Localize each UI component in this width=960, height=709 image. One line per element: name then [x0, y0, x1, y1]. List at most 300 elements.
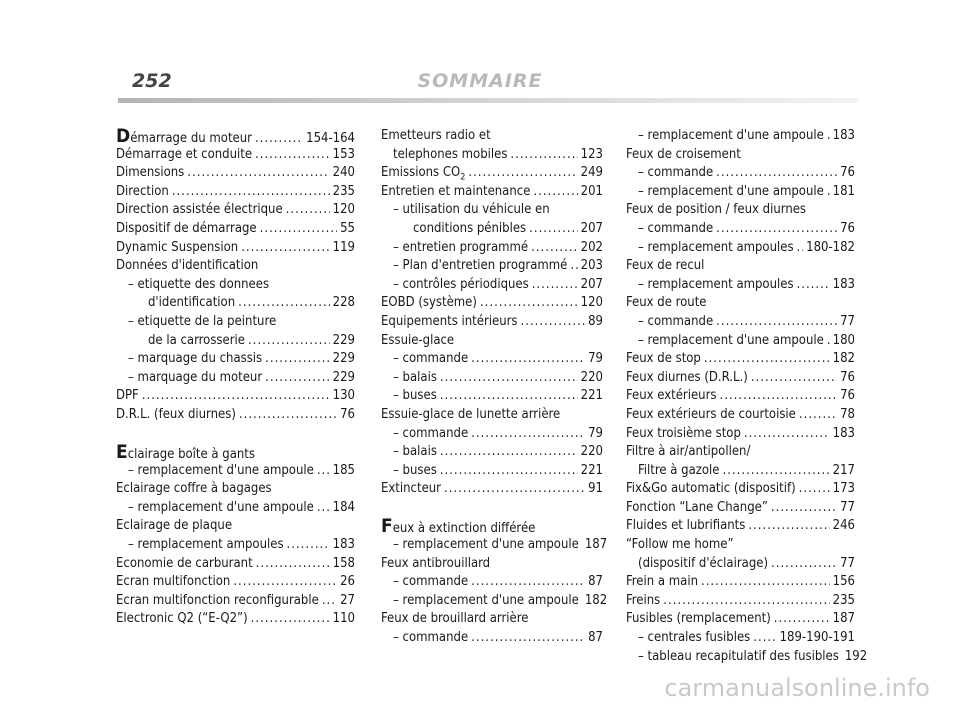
index-entry: [116, 350, 355, 369]
index-entry: [626, 648, 868, 667]
section-letter: F: [381, 515, 393, 538]
entry-text: – remplacement d'une ampoule: [638, 332, 824, 348]
entry-page: 173: [832, 481, 855, 497]
entry-label: [116, 257, 258, 276]
entry-label: [626, 499, 768, 518]
entry-label: [638, 276, 794, 295]
entry-text: “Follow me home”: [626, 537, 734, 553]
entry-page: 229: [332, 369, 355, 385]
entry-page: 79: [588, 351, 603, 367]
entry-label: [638, 332, 824, 351]
entry-page: 27: [340, 592, 355, 608]
index-entry: [116, 517, 355, 536]
entry-label: [638, 555, 768, 574]
entry-label: [638, 462, 720, 481]
index-entry: [116, 443, 355, 462]
index-entry: [381, 146, 603, 165]
entry-page: 76: [840, 165, 855, 181]
index-entry: [381, 369, 603, 388]
entry-label: [393, 146, 507, 165]
entry-page: 183: [332, 537, 355, 553]
index-entry: [626, 499, 855, 518]
entry-page: 77: [840, 555, 855, 571]
entry-text: Feux de brouillard arrière: [381, 611, 529, 627]
entry-label: [116, 517, 232, 536]
index-entry: [116, 406, 355, 425]
entry-page: 184: [332, 499, 355, 515]
index-entry: [626, 350, 855, 369]
entry-page: 119: [332, 239, 355, 255]
entry-text: émarrage du moteur: [130, 131, 252, 146]
entry-label: [116, 146, 252, 165]
entry-page: 76: [840, 388, 855, 404]
entry-text: eux à extinction différée: [392, 521, 536, 537]
entry-text: Emetteurs radio et: [381, 128, 491, 143]
entry-page: 189-190-191: [779, 630, 855, 646]
index-entry: [116, 313, 355, 332]
entry-page: 221: [580, 462, 603, 478]
entry-label: [638, 239, 794, 258]
entry-label: [116, 555, 253, 574]
entry-label: [393, 629, 468, 648]
entry-page: 76: [840, 369, 855, 385]
entry-text: – etiquette des donnees: [128, 276, 270, 292]
entry-page: 182: [832, 351, 855, 367]
dot-leader: [748, 517, 829, 536]
index-entry: [116, 332, 355, 351]
index-entry: [381, 592, 608, 611]
entry-page: 229: [332, 332, 355, 348]
index-entry: [381, 332, 603, 351]
entry-text: Ecran multifonction: [116, 574, 231, 590]
entry-label: [381, 332, 454, 351]
dot-leader: [529, 220, 578, 239]
entry-text: Feux extérieurs: [626, 388, 717, 404]
index-column-1: [116, 127, 355, 629]
entry-page: 221: [580, 388, 603, 404]
entry-text: – buses: [393, 462, 437, 478]
entry-label: [638, 648, 839, 667]
index-entry: [626, 183, 855, 202]
entry-page: 120: [332, 202, 355, 218]
entry-page: 220: [580, 369, 603, 385]
index-entry: [116, 387, 355, 406]
entry-label: [638, 164, 713, 183]
dot-leader: [440, 387, 578, 406]
index-entry: [116, 555, 355, 574]
index-entry: [381, 294, 603, 313]
entry-text: Direction assistée électrique: [116, 202, 283, 218]
entry-text: Feux de position / feux diurnes: [626, 202, 807, 218]
entry-label: [381, 480, 441, 499]
entry-page: 182: [584, 592, 608, 608]
index-entry: [626, 555, 855, 574]
entry-text: – contrôles périodiques: [393, 276, 529, 292]
entry-label: [116, 610, 248, 629]
dot-leader: [142, 387, 330, 406]
entry-label: [381, 610, 528, 629]
index-entry: [116, 201, 355, 220]
entry-text: Economie de carburant: [116, 555, 253, 571]
entry-label: [626, 592, 660, 611]
entry-page: 207: [580, 276, 603, 292]
entry-label: [148, 294, 235, 313]
entry-page: 91: [588, 481, 603, 497]
entry-text: – balais: [393, 444, 437, 460]
entry-text: Dimensions: [116, 165, 185, 181]
entry-text: – remplacement ampoules: [128, 537, 284, 553]
dot-leader: [322, 592, 337, 611]
index-entry: [626, 257, 855, 276]
entry-text: Frein a main: [626, 574, 698, 590]
index-entry: [381, 536, 608, 555]
entry-page: 202: [580, 239, 603, 255]
entry-text: Fusibles (remplacement): [626, 611, 771, 627]
dot-leader: [265, 350, 330, 369]
entry-page: 77: [840, 313, 855, 329]
entry-page: 249: [580, 165, 603, 181]
entry-label: [381, 183, 530, 202]
entry-label: [626, 425, 741, 444]
entry-label: [393, 536, 579, 555]
dot-leader: [251, 610, 330, 629]
dot-leader: [256, 555, 330, 574]
index-entry: [626, 480, 855, 499]
page-number: 252: [132, 70, 172, 92]
entry-text: Entretien et maintenance: [381, 183, 531, 199]
entry-page: 203: [580, 258, 603, 274]
entry-label: [393, 239, 528, 258]
entry-text: Emissions CO: [381, 165, 461, 181]
index-entry: [381, 480, 603, 499]
entry-text: Extincteur: [381, 481, 441, 497]
entry-page: 235: [332, 183, 355, 199]
entry-label: [638, 313, 713, 332]
entry-label: [626, 443, 750, 462]
entry-text: Freins: [626, 592, 661, 608]
dot-leader: [771, 555, 837, 574]
entry-page: 87: [588, 630, 603, 646]
dot-leader: [241, 239, 329, 258]
dot-leader: [440, 462, 578, 481]
entry-page: 89: [588, 313, 603, 329]
entry-text: Feux antibrouillard: [381, 555, 491, 571]
entry-text: Feux de stop: [626, 351, 701, 367]
entry-label: [626, 146, 741, 165]
entry-text: Essuie-glace: [381, 332, 455, 348]
entry-page: 156: [832, 574, 855, 590]
entry-label: [393, 350, 468, 369]
entry-page: 87: [588, 574, 603, 590]
dot-leader: [471, 573, 585, 592]
dot-leader: [570, 257, 577, 276]
dot-leader: [260, 220, 337, 239]
entry-label: [128, 313, 276, 332]
section-gap: [116, 425, 355, 444]
entry-text: – buses: [393, 388, 437, 404]
entry-text: Ecran multifonction reconfigurable: [116, 592, 319, 608]
dot-leader: [827, 183, 830, 202]
entry-label: [381, 127, 491, 146]
dot-leader: [799, 480, 830, 499]
entry-label: [128, 350, 262, 369]
entry-text: – marquage du chassis: [128, 351, 263, 367]
dot-leader: [533, 183, 577, 202]
index-entry: [116, 573, 355, 592]
entry-page: 110: [332, 611, 355, 627]
index-entry: [381, 610, 603, 629]
dot-leader: [663, 592, 829, 611]
entry-label: [638, 220, 713, 239]
entry-text: Données d'identification: [116, 258, 259, 274]
index-entry: [381, 220, 603, 239]
dot-leader: [444, 480, 585, 499]
entry-label: [128, 369, 262, 388]
dot-leader: [704, 350, 830, 369]
entry-label: [393, 443, 437, 462]
dot-leader: [286, 201, 330, 220]
entry-label: [638, 127, 824, 146]
dot-leader: [744, 425, 830, 444]
entry-label: [116, 387, 139, 406]
dot-leader: [480, 294, 578, 313]
dot-leader: [716, 220, 837, 239]
entry-text: – commande: [638, 313, 714, 329]
entry-text: – Plan d'entretien programmé: [393, 258, 568, 274]
entry-text: – remplacement d'une ampoule: [128, 462, 314, 478]
index-entry: [381, 201, 603, 220]
entry-label: [626, 201, 806, 220]
index-entry: [381, 425, 603, 444]
entry-page: 240: [332, 165, 355, 181]
entry-text: DPF: [116, 388, 139, 404]
entry-label: [116, 406, 236, 425]
entry-label: [626, 350, 701, 369]
entry-text: Filtre à air/antipollen/: [626, 444, 751, 460]
entry-page: 130: [332, 388, 355, 404]
dot-leader: [751, 369, 837, 388]
entry-text: Equipements intérieurs: [381, 313, 518, 329]
entry-page: 77: [840, 499, 855, 515]
entry-label: [393, 425, 468, 444]
entry-text: Feux de recul: [626, 258, 705, 274]
entry-label: [626, 610, 771, 629]
index-entry: [626, 276, 855, 295]
index-entry: [381, 350, 603, 369]
entry-label: [626, 406, 796, 425]
entry-text: clairage boîte à gants: [127, 447, 255, 463]
dot-leader: [827, 332, 830, 351]
entry-page: 228: [332, 295, 355, 311]
index-entry: [116, 257, 355, 276]
entry-label: [148, 332, 245, 351]
index-entry: [626, 127, 855, 146]
index-entry: [626, 573, 855, 592]
entry-label: [626, 369, 748, 388]
dot-leader: [521, 313, 586, 332]
entry-text: – utilisation du véhicule en: [393, 202, 550, 218]
entry-text: – centrales fusibles: [638, 630, 751, 646]
entry-text: – commande: [638, 220, 714, 236]
entry-label: [626, 257, 704, 276]
index-entry: [116, 164, 355, 183]
entry-text: – marquage du moteur: [128, 369, 263, 385]
index-entry: [116, 183, 355, 202]
dot-leader: [471, 425, 585, 444]
index-entry: [381, 555, 603, 574]
entry-label: [393, 387, 437, 406]
entry-text: Dynamic Suspension: [116, 239, 239, 255]
entry-text: Dispositif de démarrage: [116, 220, 257, 236]
index-entry: [626, 387, 855, 406]
index-entry: [626, 220, 855, 239]
entry-text: Electronic Q2 (“E-Q2”): [116, 611, 248, 627]
entry-label: [393, 257, 567, 276]
dot-leader: [248, 332, 330, 351]
dot-leader: [287, 536, 330, 555]
dot-leader: [797, 276, 830, 295]
entry-text: – commande: [638, 165, 714, 181]
entry-text: – balais: [393, 369, 437, 385]
entry-page: 220: [580, 444, 603, 460]
entry-text: Feux extérieurs de courtoisie: [626, 406, 796, 422]
index-entry: [626, 406, 855, 425]
entry-page: 185: [332, 462, 355, 478]
entry-label: [393, 573, 468, 592]
entry-text: d'identification: [148, 295, 236, 311]
entry-page: 153: [332, 146, 355, 162]
dot-leader: [238, 294, 330, 313]
entry-text: – remplacement d'une ampoule: [638, 128, 824, 143]
entry-label: [128, 276, 269, 295]
entry-text: de la carrosserie: [148, 332, 245, 348]
entry-text: – etiquette de la peinture: [128, 313, 277, 329]
dot-leader: [440, 443, 578, 462]
entry-label: [128, 499, 314, 518]
dot-leader: [239, 406, 337, 425]
entry-text: Feux troisième stop: [626, 425, 741, 441]
entry-text: Eclairage de plaque: [116, 518, 233, 534]
dot-leader: [827, 127, 830, 146]
index-entry: [626, 164, 855, 183]
entry-page: 187: [832, 611, 855, 627]
dot-leader: [510, 146, 577, 165]
index-entry: [626, 592, 855, 611]
index-entry: [116, 146, 355, 165]
index-entry: [626, 610, 855, 629]
entry-label: [128, 462, 314, 481]
dot-leader: [233, 573, 337, 592]
entry-text: – tableau recapitulatif des fusibles: [638, 648, 839, 664]
entry-text: telephones mobiles: [393, 146, 508, 162]
section-letter: D: [116, 125, 131, 147]
entry-text: D.R.L. (feux diurnes): [116, 406, 236, 422]
entry-page: 229: [332, 351, 355, 367]
entry-text: Feux de croisement: [626, 146, 741, 162]
entry-page: 183: [832, 425, 855, 441]
entry-page: 123: [580, 146, 603, 162]
dot-leader: [471, 629, 585, 648]
index-entry: [626, 201, 855, 220]
entry-text: Filtre à gazole: [638, 462, 720, 478]
entry-text: Fonction “Lane Change”: [626, 499, 768, 515]
entry-label: [626, 517, 745, 536]
index-entry: [116, 239, 355, 258]
index-entry: [116, 276, 355, 295]
entry-page: 181: [832, 183, 855, 199]
index-entry: [381, 462, 603, 481]
entry-page: 154-164: [306, 131, 355, 146]
dot-leader: [531, 239, 578, 258]
watermark: carmanualsonline.info: [664, 674, 930, 702]
index-entry: [381, 239, 603, 258]
entry-page: 180-182: [806, 239, 855, 255]
index-entry: [116, 480, 355, 499]
dot-leader: [720, 387, 838, 406]
index-entry: [116, 592, 355, 611]
entry-page: 183: [832, 276, 855, 292]
entry-label: [128, 536, 284, 555]
entry-text: – commande: [393, 351, 469, 367]
entry-text: – entretien programmé: [393, 239, 529, 255]
dot-leader: [723, 462, 830, 481]
index-entry: [381, 183, 603, 202]
index-column-3: [626, 127, 868, 666]
entry-label: [626, 387, 717, 406]
index-entry: [116, 536, 355, 555]
entry-text: – remplacement d'une ampoule: [638, 183, 824, 199]
entry-label: [116, 480, 272, 499]
entry-text: (dispositif d'éclairage): [638, 555, 769, 571]
dot-leader: [255, 146, 330, 165]
entry-page: 76: [840, 220, 855, 236]
index-entry: [626, 239, 855, 258]
entry-page: 187: [584, 537, 608, 553]
entry-label: [116, 164, 184, 183]
index-entry: [626, 517, 855, 536]
index-entry: [381, 443, 603, 462]
index-entry: [381, 313, 603, 332]
index-entry: [116, 220, 355, 239]
entry-text: Direction: [116, 183, 169, 199]
index-entry: [626, 313, 855, 332]
dot-leader: [774, 610, 830, 629]
entry-label: [381, 406, 560, 425]
entry-page: 55: [340, 220, 355, 236]
entry-label: [393, 201, 550, 220]
page-title: SOMMAIRE: [417, 70, 543, 92]
entry-text: – remplacement d'une ampoule: [393, 537, 579, 553]
index-entry: [116, 610, 355, 629]
entry-page: 158: [332, 555, 355, 571]
entry-page: 183: [832, 128, 855, 143]
entry-label: [638, 183, 824, 202]
index-entry: [626, 425, 855, 444]
dot-leader: [716, 164, 837, 183]
entry-label: [626, 480, 796, 499]
entry-page: 120: [580, 295, 603, 311]
index-entry: [381, 517, 603, 536]
dot-leader: [317, 462, 330, 481]
dot-leader: [716, 313, 837, 332]
dot-leader: [187, 164, 329, 183]
index-entry: [116, 369, 355, 388]
entry-label: [116, 592, 319, 611]
entry-label: [393, 592, 579, 611]
index-entry: [116, 462, 355, 481]
index-entry: [381, 257, 603, 276]
entry-label: [381, 294, 477, 313]
